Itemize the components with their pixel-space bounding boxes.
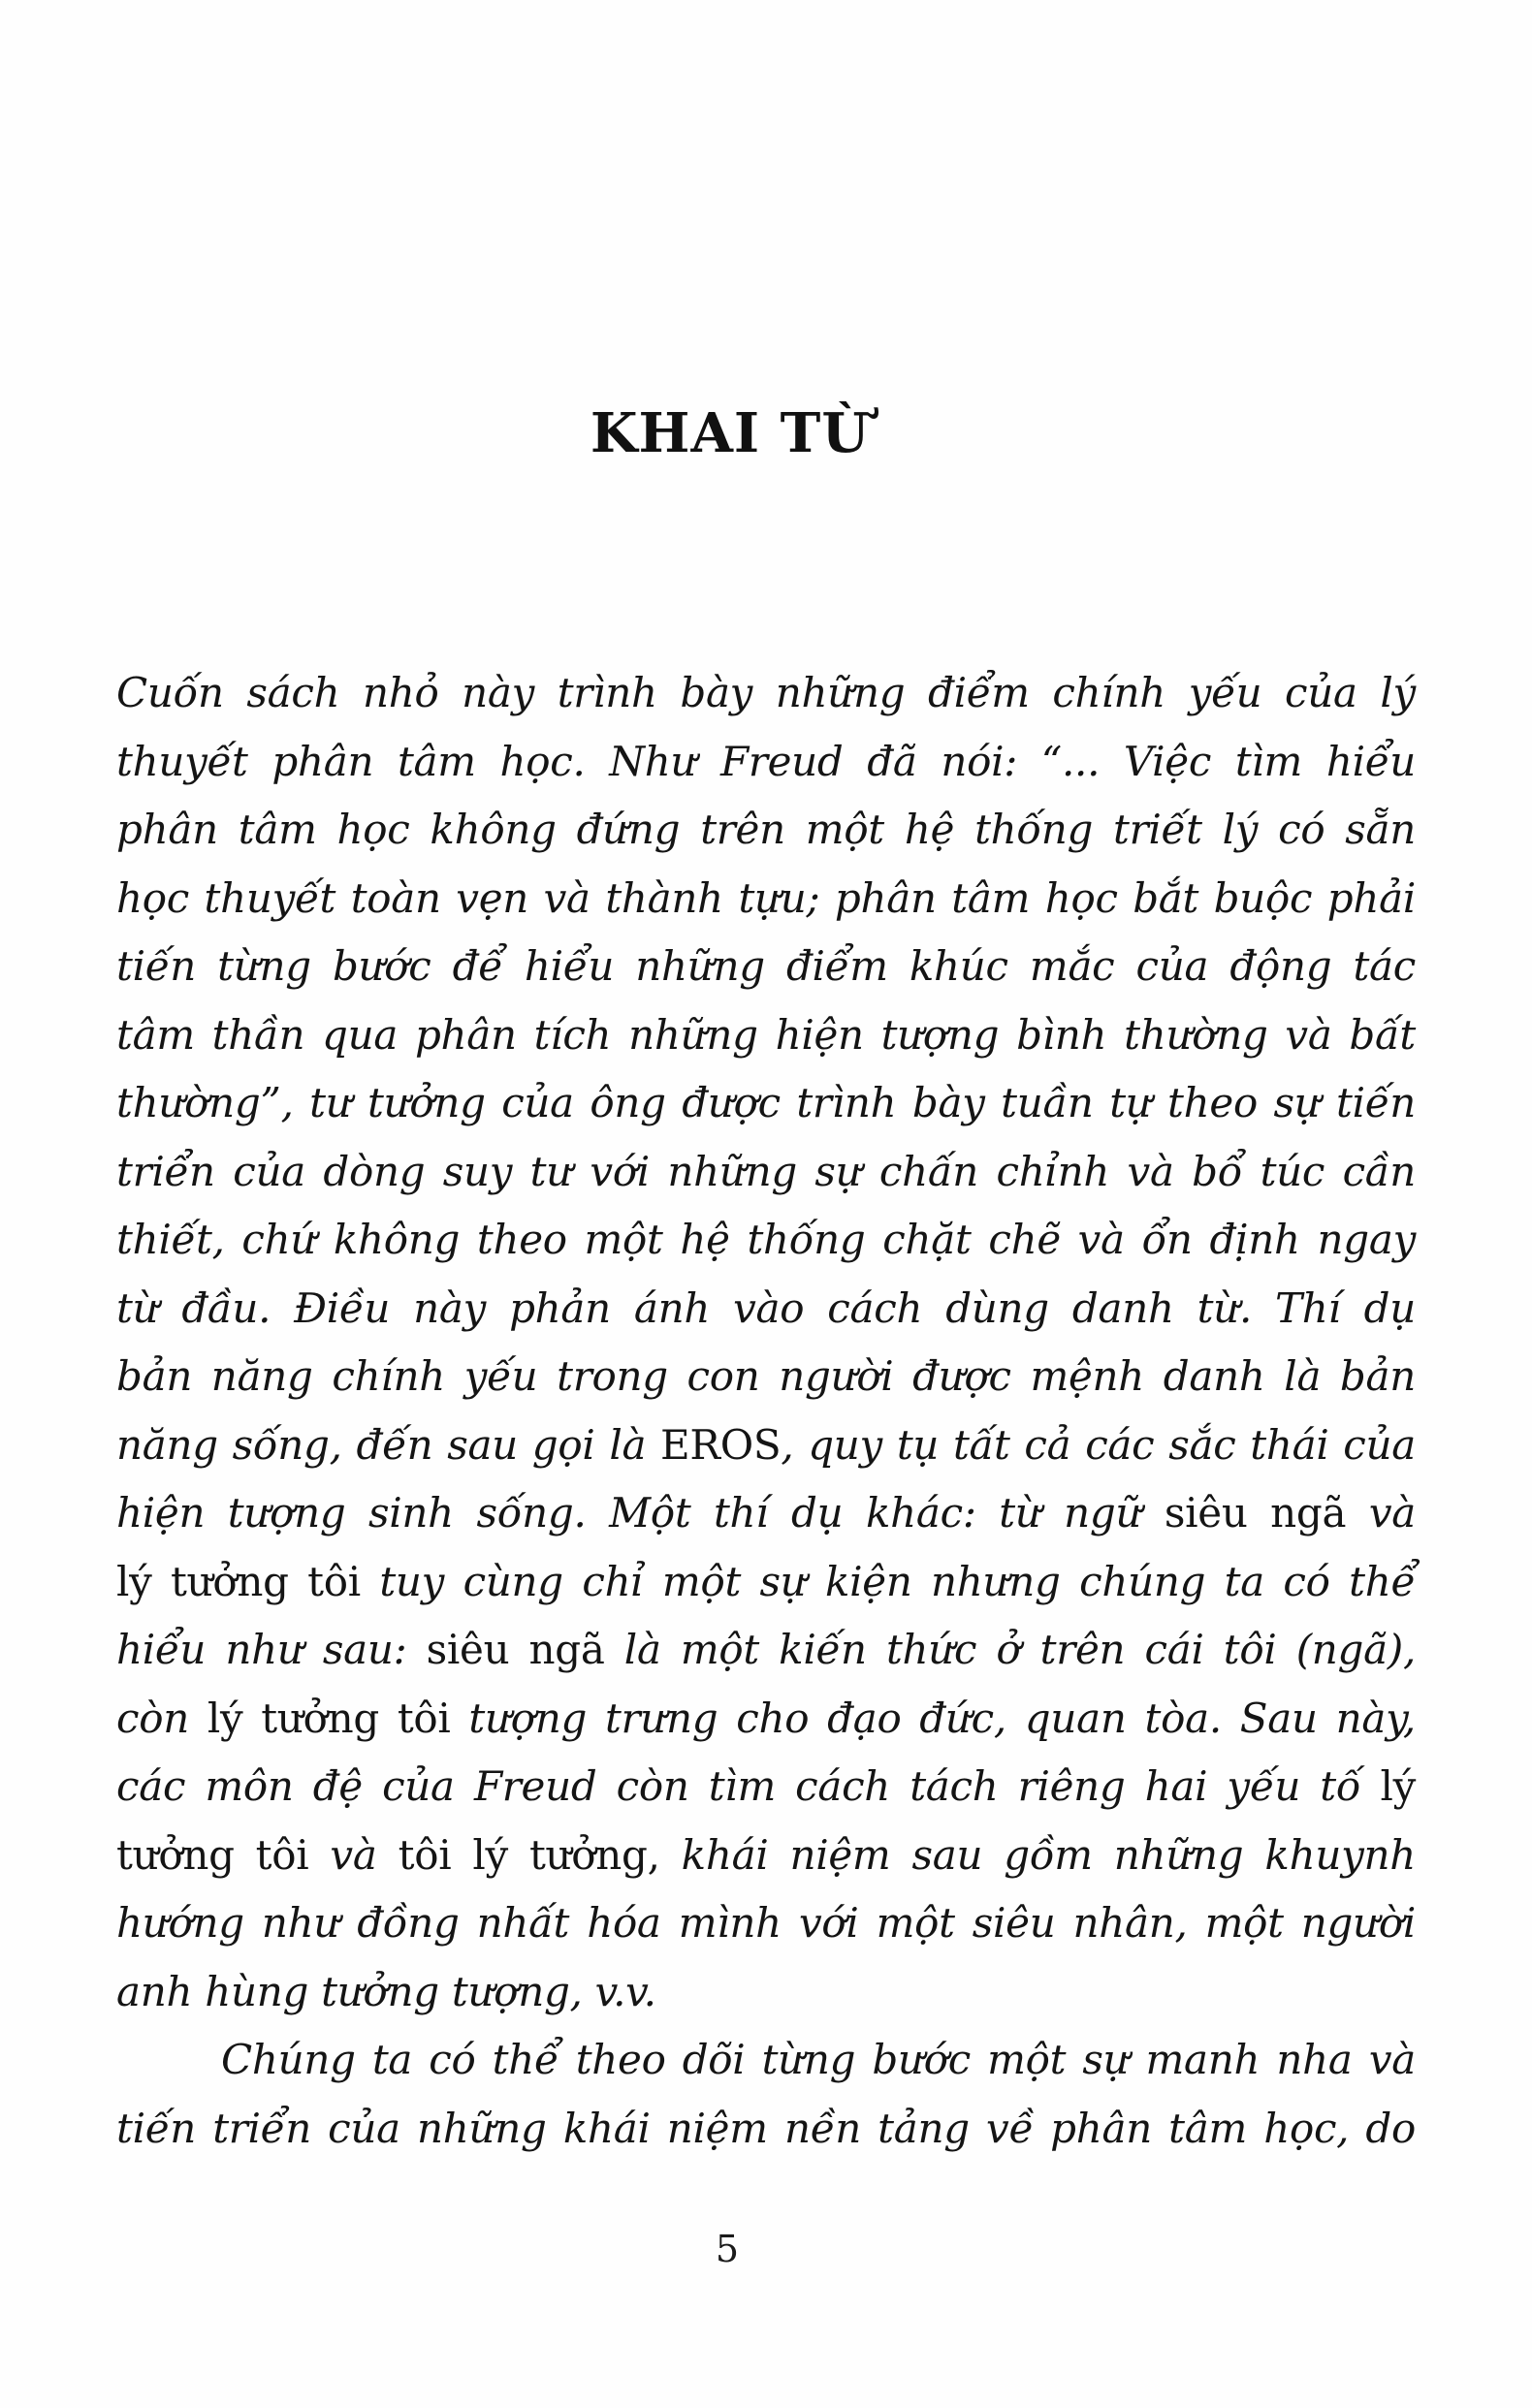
text-segment: hiểu như sau: [116, 1626, 427, 1673]
text-line [116, 728, 1416, 797]
text-line [116, 2095, 1416, 2164]
text-segment: học thuyết toàn vẹn và thành tựu; phân tâm học bắt buộc phải [116, 873, 1416, 922]
page-number: 5 [715, 2228, 740, 2270]
emphasized-term: tôi lý tưởng, [398, 1830, 660, 1879]
emphasized-term: EROS [660, 1420, 782, 1469]
text-segment: thường”, tư tưởng của ông được trình bày tuần tự theo sự tiến [116, 1079, 1416, 1126]
text-segment: từ đầu. Điều này phản ánh vào cách dùng danh từ. Thí dụ [116, 1283, 1416, 1332]
text-segment: các môn đệ của Freud còn tìm cách tách riêng hai yếu tố [116, 1762, 1381, 1810]
emphasized-term: lý [1380, 1762, 1416, 1810]
text-line [116, 1138, 1416, 1207]
text-line [116, 796, 1416, 865]
text-segment: và [1346, 1489, 1416, 1537]
text-line [116, 1001, 1416, 1070]
text-line [116, 1822, 1416, 1890]
text-segment: tâm thần qua phân tích những hiện tượng bình thường và bất [116, 1010, 1416, 1059]
chapter-title: KHAI TỪ [590, 401, 871, 465]
text-segment: thiết, chứ không theo một hệ thống chặt chẽ và ổn định ngay [116, 1216, 1416, 1263]
emphasized-term: lý tưởng tôi [116, 1557, 361, 1605]
text-segment: và [308, 1830, 399, 1879]
text-segment: Chúng ta có thể theo dõi từng bước một sự manh nha và [221, 2036, 1416, 2083]
body-text [116, 659, 1416, 2163]
text-segment: hiện tượng sinh sống. Một thí dụ khác: từ ngữ [116, 1489, 1165, 1537]
text-line [116, 659, 1416, 728]
text-line [116, 1685, 1416, 1754]
text-line [116, 933, 1416, 1001]
text-segment: thuyết phân tâm học. Như Freud đã nói: “... Việc tìm hiểu [116, 737, 1416, 785]
emphasized-term: siêu ngã [426, 1626, 605, 1673]
text-segment: Cuốn sách nhỏ này trình bày những điểm chính yếu của lý [116, 669, 1416, 716]
text-line [116, 1069, 1416, 1138]
text-segment: , quy tụ tất cả các sắc thái của [781, 1420, 1416, 1469]
text-line [116, 1958, 1416, 2027]
emphasized-term: lý tưởng tôi [207, 1694, 451, 1742]
text-segment: bản năng chính yếu trong con người được mệnh danh là bản [116, 1352, 1416, 1400]
text-segment: còn [116, 1694, 207, 1742]
text-line [116, 1411, 1416, 1480]
text-line [116, 1275, 1416, 1344]
text-line [116, 1343, 1416, 1411]
text-segment: triển của dòng suy tư với những sự chấn chỉnh và bổ túc cần [116, 1147, 1416, 1195]
text-segment: năng sống, đến sau gọi là [116, 1420, 661, 1469]
text-segment: tiến triển của những khái niệm nền tảng về phân tâm học, do [116, 2104, 1416, 2152]
text-segment: tiến từng bước để hiểu những điểm khúc mắc của động tác [116, 942, 1416, 990]
emphasized-term: siêu ngã [1164, 1489, 1347, 1537]
text-segment: anh hùng tưởng tượng, v.v. [116, 1967, 656, 2015]
text-segment: hướng như đồng nhất hóa mình với một siêu nhân, một người [116, 1899, 1416, 1947]
text-line [116, 1753, 1416, 1822]
text-line [116, 1548, 1416, 1617]
text-line [116, 865, 1416, 934]
text-line [116, 1206, 1416, 1275]
text-segment: phân tâm học không đứng trên một hệ thống triết lý có sẵn [116, 806, 1416, 853]
text-segment: là một kiến thức ở trên cái tôi (ngã), [604, 1626, 1416, 1673]
text-segment: khái niệm sau gồm những khuynh [659, 1830, 1416, 1879]
text-segment: tượng trưng cho đạo đức, quan tòa. Sau này, [450, 1694, 1416, 1742]
text-line [116, 1479, 1416, 1548]
emphasized-term: tưởng tôi [116, 1830, 309, 1879]
text-segment: tuy cùng chỉ một sự kiện nhưng chúng ta có thể [360, 1557, 1416, 1605]
text-line [116, 1616, 1416, 1685]
text-line [116, 1889, 1416, 1958]
text-line [116, 2026, 1416, 2095]
